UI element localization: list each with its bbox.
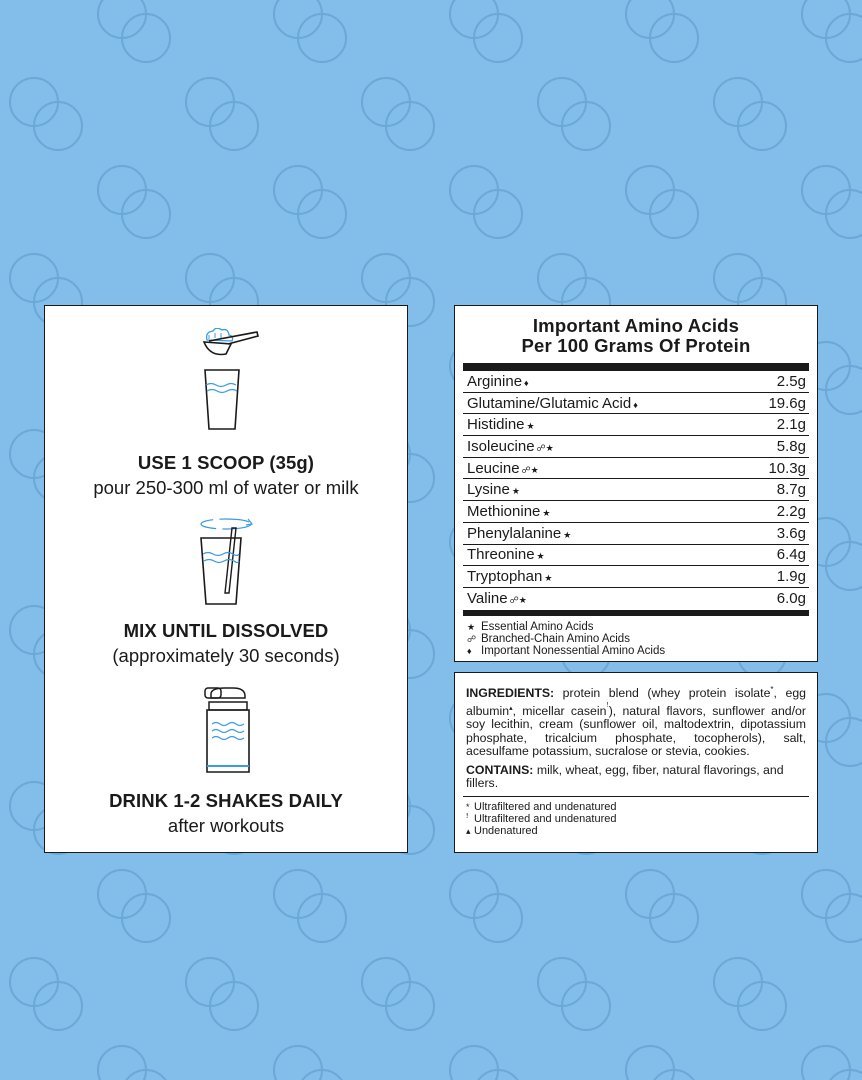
note-text: Ultrafiltered and undenatured [474, 800, 617, 813]
pattern-motif [792, 156, 862, 248]
pattern-motif [0, 860, 4, 952]
pattern-motif [792, 0, 862, 72]
amino-symbol: ★ [544, 573, 553, 584]
amino-symbol: ★ [542, 507, 551, 518]
amino-symbol: ♦ [524, 377, 529, 388]
step-title: USE 1 SCOOP (35g) [137, 452, 315, 473]
amino-name [467, 546, 545, 563]
amino-name [467, 525, 571, 542]
amino-name [467, 568, 552, 585]
step-subtitle: after workouts [167, 815, 285, 836]
divider [463, 610, 809, 616]
footnote-mark: * [770, 685, 774, 694]
amino-table [463, 371, 809, 610]
amino-value: 6.4g [776, 546, 806, 564]
amino-name [467, 373, 529, 390]
step-mix [45, 516, 407, 667]
pattern-motif [704, 948, 796, 1040]
note-symbol: * [466, 801, 470, 812]
scoop-into-glass-icon [171, 328, 281, 440]
note-text: Undenatured [474, 824, 538, 837]
pattern-motif [176, 948, 268, 1040]
pattern-motif [88, 0, 180, 72]
legend-text: Essential Amino Acids [481, 620, 594, 633]
amino-symbol: ☍★ [521, 464, 539, 475]
ingredient-note [466, 813, 817, 825]
amino-name-text: Threonine [467, 546, 535, 564]
directions-card [44, 305, 408, 853]
amino-name [467, 438, 554, 455]
legend-symbol: ♦ [467, 645, 472, 656]
amino-value: 10.3g [768, 459, 806, 477]
amino-row [463, 479, 809, 501]
step-subtitle: pour 250-300 ml of water or milk [93, 477, 359, 498]
note-symbol: ▴ [466, 825, 471, 836]
pattern-motif [0, 332, 4, 424]
pattern-motif [440, 1036, 532, 1080]
legend-text: Important Nonessential Amino Acids [481, 644, 666, 657]
contains-text [466, 764, 806, 791]
amino-name-text: Glutamine/Glutamic Acid [467, 394, 632, 412]
amino-value: 2.1g [776, 416, 806, 434]
amino-symbol: ★ [563, 529, 572, 540]
pattern-motif [88, 156, 180, 248]
pattern-motif [176, 68, 268, 160]
step-subtitle: (approximately 30 seconds) [112, 645, 340, 666]
pattern-motif [264, 860, 356, 952]
pattern-motif [0, 948, 92, 1040]
pattern-motif [528, 68, 620, 160]
amino-row [463, 588, 809, 610]
amino-value: 1.9g [776, 568, 806, 586]
amino-name [467, 481, 520, 498]
ingredients-segment: , egg albumin [466, 686, 806, 718]
amino-value: 5.8g [776, 437, 806, 455]
ingredients-segment: protein blend (whey protein isolate [554, 686, 771, 701]
pattern-motif [264, 1036, 356, 1080]
pattern-motif [616, 860, 708, 952]
pattern-motif [616, 0, 708, 72]
amino-symbol: ☍★ [509, 595, 527, 606]
amino-acids-panel [454, 305, 818, 662]
divider [463, 796, 809, 797]
step-title: MIX UNTIL DISSOLVED [123, 620, 329, 641]
pattern-motif [0, 508, 4, 600]
pattern-motif [792, 1036, 862, 1080]
legend-symbol: ★ [467, 621, 476, 632]
pattern-motif [264, 156, 356, 248]
amino-value: 19.6g [768, 394, 806, 412]
legend-text: Branched-Chain Amino Acids [481, 632, 630, 645]
ingredients-segment: ), natural flavors, sunflower and/or soy lecithin, cream (sunflower oil, maltodextrin, dipotassium phosphate, tricalcium phosphate, tocopherols), salt, acesulfame potassium, sucralose or stevia, cookies. [466, 703, 806, 759]
pattern-motif [0, 684, 4, 776]
amino-name-text: Tryptophan [467, 568, 543, 586]
stir-glass-icon [171, 516, 281, 608]
amino-name-text: Arginine [467, 372, 523, 390]
pattern-motif [352, 68, 444, 160]
shaker-bottle-icon [171, 686, 281, 778]
divider [463, 363, 809, 371]
amino-name [467, 416, 535, 433]
amino-row [463, 371, 809, 393]
step-drink [45, 686, 407, 837]
contains-label: CONTAINS: [466, 762, 534, 777]
amino-name-text: Histidine [467, 416, 525, 434]
amino-value: 8.7g [776, 481, 806, 499]
legend-symbol: ☍ [467, 633, 477, 644]
legend-item [467, 633, 817, 645]
amino-name-text: Isoleucine [467, 437, 535, 455]
amino-name [467, 503, 550, 520]
pattern-motif [0, 0, 4, 72]
step-title: DRINK 1-2 SHAKES DAILY [109, 790, 343, 811]
amino-name [467, 460, 539, 477]
ingredient-note [466, 825, 817, 837]
amino-row [463, 566, 809, 588]
amino-symbol: ★ [536, 551, 545, 562]
step-use-scoop [45, 328, 407, 499]
ingredient-note [466, 801, 817, 813]
amino-row [463, 458, 809, 480]
pattern-motif [352, 948, 444, 1040]
ingredients-text [466, 683, 806, 759]
amino-name-text: Leucine [467, 459, 520, 477]
amino-value: 3.6g [776, 524, 806, 542]
pattern-motif [792, 860, 862, 952]
pattern-motif [0, 68, 92, 160]
legend-item [467, 621, 817, 633]
amino-name-text: Valine [467, 590, 508, 608]
pattern-motif [704, 68, 796, 160]
amino-name [467, 395, 638, 412]
amino-symbol: ★ [526, 421, 535, 432]
note-text: Ultrafiltered and undenatured [474, 812, 617, 825]
pattern-motif [616, 1036, 708, 1080]
pattern-motif [528, 948, 620, 1040]
amino-name [467, 590, 527, 607]
note-symbol: ꜝ [466, 813, 469, 824]
pattern-motif [440, 156, 532, 248]
amino-title-line1: Important Amino Acids [532, 315, 740, 336]
legend-item [467, 645, 817, 657]
pattern-motif [264, 0, 356, 72]
pattern-motif [616, 156, 708, 248]
amino-row [463, 523, 809, 545]
footnote-mark: ꜝ [606, 702, 609, 712]
amino-value: 6.0g [776, 590, 806, 608]
amino-title-line2: Per 100 Grams Of Protein [521, 335, 751, 356]
amino-name-text: Methionine [467, 502, 541, 520]
amino-symbol: ☍★ [536, 442, 554, 453]
ingredients-label: INGREDIENTS: [466, 686, 555, 701]
pattern-motif [0, 156, 4, 248]
pattern-motif [0, 1036, 4, 1080]
pattern-motif [88, 1036, 180, 1080]
amino-row [463, 545, 809, 567]
amino-legend [467, 621, 817, 657]
amino-row [463, 414, 809, 436]
amino-row [463, 501, 809, 523]
pattern-motif [440, 860, 532, 952]
amino-row [463, 393, 809, 415]
amino-name-text: Phenylalanine [467, 524, 562, 542]
ingredients-segment: , micellar casein [512, 703, 607, 718]
pattern-motif [88, 860, 180, 952]
ingredients-panel [454, 672, 818, 853]
amino-value: 2.5g [776, 372, 806, 390]
amino-symbol: ★ [511, 486, 520, 497]
amino-value: 2.2g [776, 502, 806, 520]
amino-name-text: Lysine [467, 481, 510, 499]
pattern-motif [440, 0, 532, 72]
contains-segment: milk, wheat, egg, fiber, natural flavorings, and fillers. [466, 762, 784, 791]
amino-title [455, 316, 817, 356]
footnote-mark: ▴ [509, 704, 513, 712]
amino-symbol: ♦ [633, 399, 638, 410]
ingredient-notes [466, 801, 817, 837]
amino-row [463, 436, 809, 458]
